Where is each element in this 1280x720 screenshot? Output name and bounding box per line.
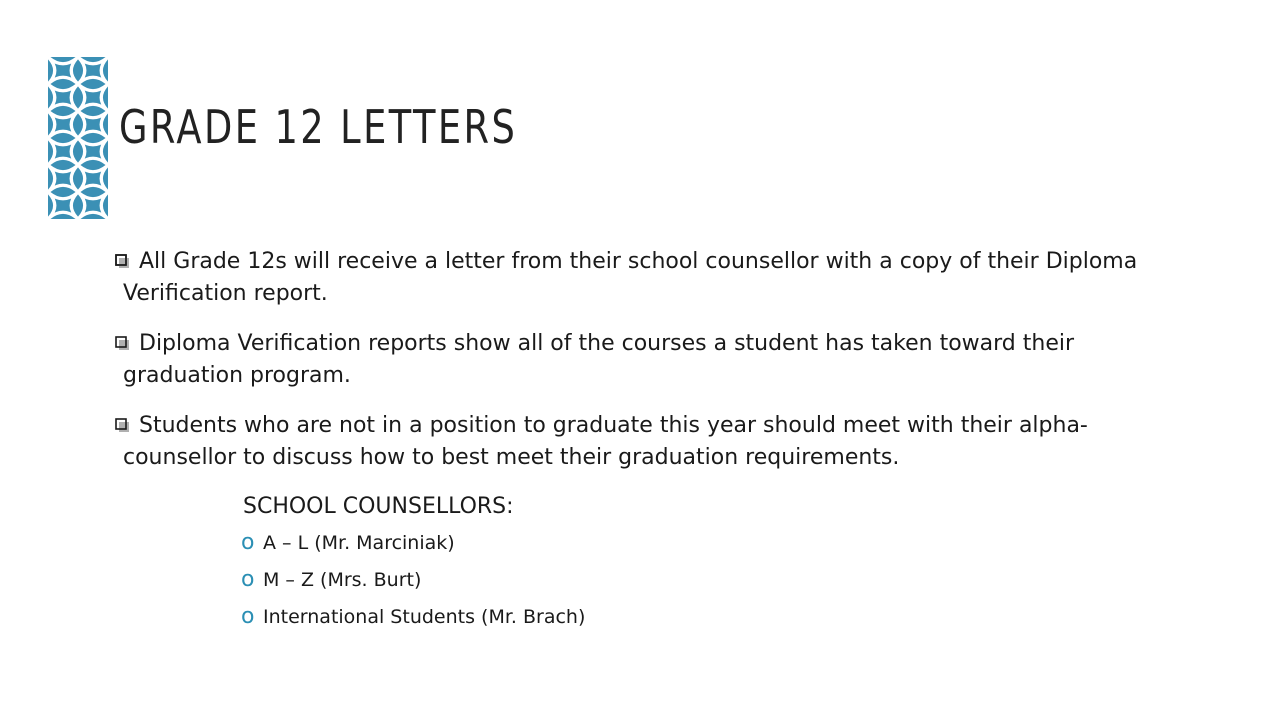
counsellors-list: [243, 528, 585, 632]
bullet-list: [114, 246, 1154, 492]
counsellor-text: International Students (Mr. Brach): [263, 606, 586, 628]
counsellor-item: [243, 565, 585, 595]
slide-title: GRADE 12 LETTERS: [119, 100, 518, 154]
counsellor-text: M – Z (Mrs. Burt): [263, 569, 422, 591]
counsellor-item: [243, 528, 585, 558]
counsellor-item: [243, 602, 585, 632]
checkbox-square-icon: [115, 336, 129, 350]
counsellors-heading: SCHOOL COUNSELLORS:: [243, 494, 514, 519]
bullet-text: Diploma Verification reports show all of the courses a student has taken toward their graduation program.: [123, 331, 1075, 388]
bullet-text: All Grade 12s will receive a letter from their school counsellor with a copy of their Diploma Verification report.: [123, 249, 1138, 306]
hollow-circle-bullet-icon: o: [241, 530, 255, 555]
decorative-lattice-ornament: [48, 57, 108, 219]
counsellors-section: [243, 492, 585, 639]
hollow-circle-bullet-icon: o: [241, 604, 255, 629]
bullet-item: [114, 328, 1154, 392]
counsellor-text: A – L (Mr. Marciniak): [263, 532, 455, 554]
hollow-circle-bullet-icon: o: [241, 567, 255, 592]
bullet-item: [114, 246, 1154, 310]
bullet-item: [114, 410, 1154, 474]
checkbox-square-icon: [115, 418, 129, 432]
checkbox-square-icon: [115, 254, 129, 268]
bullet-text: Students who are not in a position to graduate this year should meet with their alpha-counsellor to discuss how to best meet their graduation requirements.: [123, 413, 1088, 470]
